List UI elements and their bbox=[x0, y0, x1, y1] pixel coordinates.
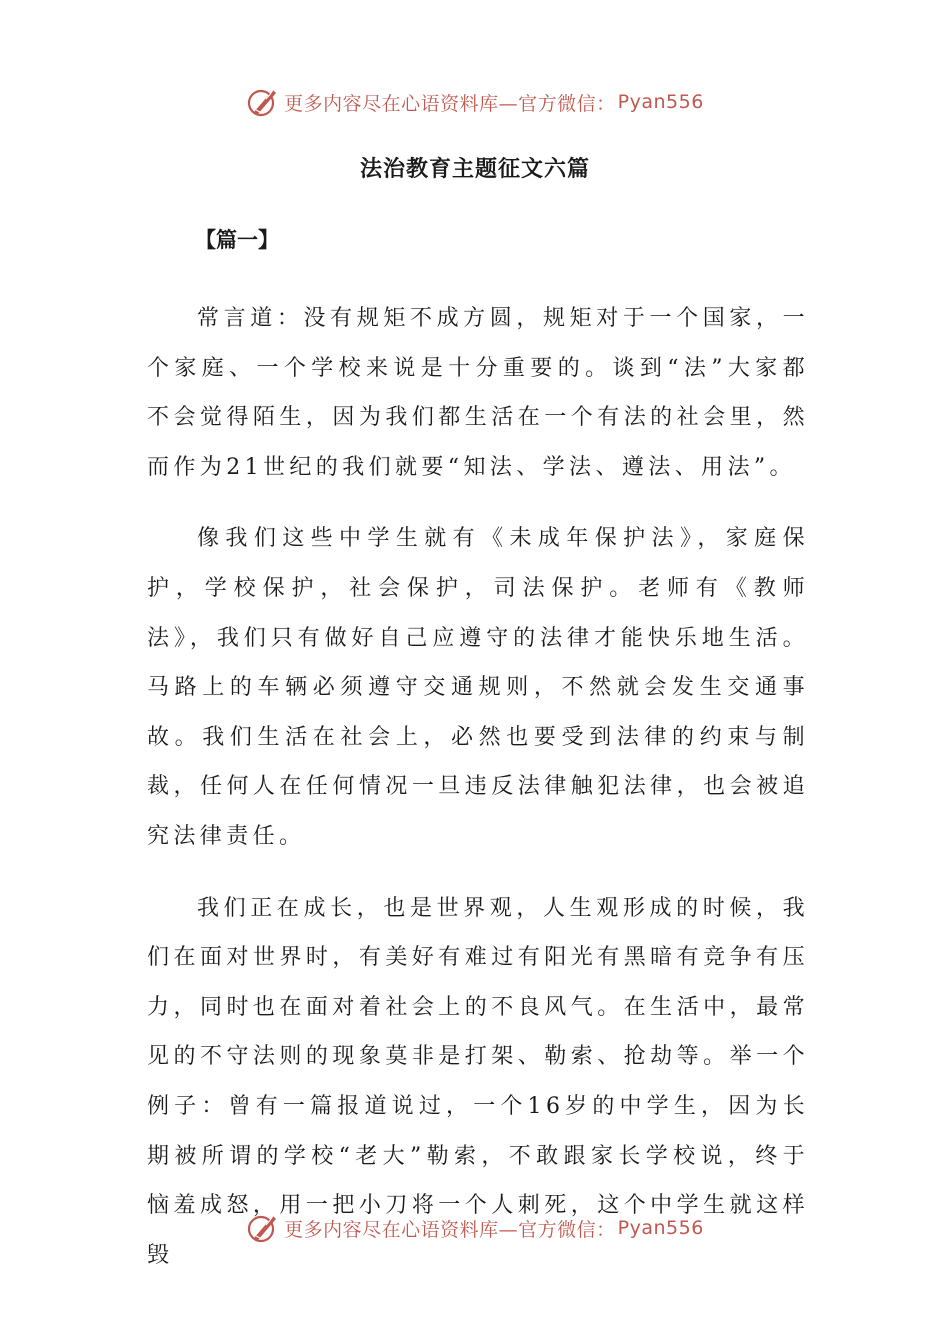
header-watermark-banner bbox=[0, 82, 950, 122]
banner-text: 更多内容尽在心语资料库—官方微信： bbox=[284, 1218, 616, 1241]
paragraph: 常言道：没有规矩不成方圆，规矩对于一个国家，一个家庭、一个学校来说是十分重要的。谈到“法”大家都不会觉得陌生，因为我们都生活在一个有法的社会里，然而作为21世纪的我们就要“知法、学法、遵法、用法”。 bbox=[147, 306, 809, 480]
paragraph: 我们正在成长，也是世界观，人生观形成的时候，我们在面对世界时，有美好有难过有阳光有黑暗有竞争有压力，同时也在面对着社会上的不良风气。在生活中，最常见的不守法则的现象莫非是打架、勒索、抢劫等。举一个例子：曾有一篇报道说过，一个16岁的中学生，因为长期被所谓的学校“老大”勒索，不敢跟家长学校说，终于恼羞成怒，用一把小刀将一个人刺死，这个中学生就这样毁 bbox=[147, 895, 809, 1268]
quill-pen-logo-icon bbox=[246, 85, 280, 119]
banner-wechat-id: Pyan556 bbox=[617, 91, 704, 113]
banner-text: 更多内容尽在心语资料库—官方微信： bbox=[284, 92, 616, 115]
quill-pen-logo-icon bbox=[246, 1211, 280, 1245]
banner-wechat-id: Pyan556 bbox=[617, 1217, 704, 1239]
footer-watermark-banner bbox=[0, 1208, 950, 1248]
section-label: 【篇一】 bbox=[195, 228, 279, 252]
document-title: 法治教育主题征文六篇 bbox=[359, 157, 590, 182]
paragraph: 像我们这些中学生就有《未成年保护法》，家庭保护，学校保护，社会保护，司法保护。老师有《教师法》，我们只有做好自己应遵守的法律才能快乐地生活。马路上的车辆必须遵守交通规则，不然就会发生交通事故。我们生活在社会上，必然也要受到法律的约束与制裁，任何人在任何情况一旦违反法律触犯法律，也会被追究法律责任。 bbox=[147, 526, 809, 849]
document-body bbox=[147, 294, 809, 1302]
